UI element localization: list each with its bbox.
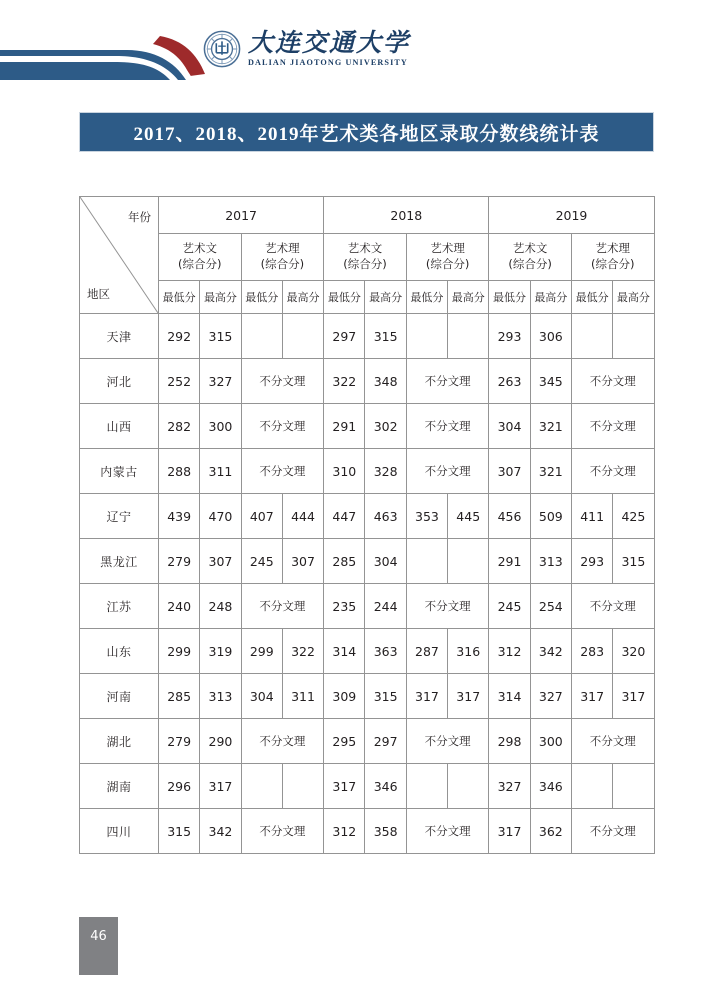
subject-header-2018-wen: [324, 234, 407, 281]
score-cell: 313: [200, 674, 241, 719]
score-cell: 312: [489, 629, 530, 674]
merged-note-cell: 不分文理: [241, 584, 324, 629]
subject-header-2018-li: [406, 234, 489, 281]
subject-note: (综合分): [425, 257, 470, 271]
subject-note: (综合分): [343, 257, 387, 271]
table-row: [80, 449, 655, 494]
score-cell: 328: [365, 449, 406, 494]
table-row: [80, 629, 655, 674]
empty-score-cell: [282, 764, 323, 809]
score-cell: 306: [530, 314, 571, 359]
table-header: [80, 197, 655, 314]
score-cell: 327: [530, 674, 571, 719]
score-cell: 317: [324, 764, 365, 809]
score-cell: 314: [324, 629, 365, 674]
score-cell: 245: [489, 584, 530, 629]
empty-score-cell: [406, 539, 447, 584]
university-seal-icon: [203, 30, 241, 68]
score-cell: 292: [159, 314, 200, 359]
merged-note-cell: 不分文理: [571, 809, 654, 854]
merged-note-cell: 不分文理: [241, 449, 324, 494]
empty-score-cell: [613, 764, 654, 809]
table-row: [80, 404, 655, 449]
score-cell: 358: [365, 809, 406, 854]
empty-score-cell: [448, 539, 489, 584]
merged-note-cell: 不分文理: [571, 449, 654, 494]
score-cell: 316: [448, 629, 489, 674]
logo-chinese-name: 大连交通大学: [248, 29, 411, 57]
merged-note-cell: 不分文理: [571, 719, 654, 764]
empty-score-cell: [241, 764, 282, 809]
score-table-container: [79, 196, 654, 854]
region-name-cell: 江苏: [80, 584, 159, 629]
score-cell: 263: [489, 359, 530, 404]
score-cell: 315: [200, 314, 241, 359]
region-name-cell: 天津: [80, 314, 159, 359]
page-number-badge: [79, 917, 118, 975]
header-row-years: [80, 197, 655, 234]
score-type-max: 最高分: [365, 281, 406, 314]
merged-note-cell: 不分文理: [241, 809, 324, 854]
score-cell: 327: [200, 359, 241, 404]
score-cell: 291: [489, 539, 530, 584]
score-cell: 285: [159, 674, 200, 719]
score-cell: 309: [324, 674, 365, 719]
empty-score-cell: [406, 314, 447, 359]
score-cell: 283: [571, 629, 612, 674]
subject-name: 艺术文: [347, 241, 383, 256]
score-cell: 285: [324, 539, 365, 584]
region-name-cell: 河北: [80, 359, 159, 404]
header-row-score-types: [80, 281, 655, 314]
score-cell: 321: [530, 449, 571, 494]
score-cell: 444: [282, 494, 323, 539]
score-cell: 320: [613, 629, 654, 674]
score-cell: 317: [448, 674, 489, 719]
region-name-cell: 四川: [80, 809, 159, 854]
score-cell: 463: [365, 494, 406, 539]
subject-note: (综合分): [260, 257, 305, 271]
empty-score-cell: [613, 314, 654, 359]
score-cell: 293: [489, 314, 530, 359]
region-name-cell: 山西: [80, 404, 159, 449]
admission-score-table: [79, 196, 655, 854]
score-cell: 317: [489, 809, 530, 854]
table-row: [80, 494, 655, 539]
score-cell: 295: [324, 719, 365, 764]
score-cell: 407: [241, 494, 282, 539]
region-name-cell: 黑龙江: [80, 539, 159, 584]
score-cell: 322: [324, 359, 365, 404]
score-cell: 296: [159, 764, 200, 809]
score-cell: 314: [489, 674, 530, 719]
score-cell: 282: [159, 404, 200, 449]
score-cell: 279: [159, 539, 200, 584]
score-cell: 445: [448, 494, 489, 539]
score-cell: 447: [324, 494, 365, 539]
region-name-cell: 河南: [80, 674, 159, 719]
score-cell: 425: [613, 494, 654, 539]
table-row: [80, 764, 655, 809]
score-cell: 307: [282, 539, 323, 584]
subject-name: 艺术理: [265, 241, 300, 256]
subject-header-2019-wen: [489, 234, 572, 281]
year-header-2018: 2018: [324, 197, 489, 234]
page-number: 46: [90, 929, 107, 944]
score-cell: 288: [159, 449, 200, 494]
score-type-max: 最高分: [530, 281, 571, 314]
score-cell: 348: [365, 359, 406, 404]
score-cell: 304: [489, 404, 530, 449]
merged-note-cell: 不分文理: [571, 584, 654, 629]
university-logo: [203, 30, 410, 68]
empty-score-cell: [241, 314, 282, 359]
merged-note-cell: 不分文理: [406, 719, 489, 764]
score-cell: 439: [159, 494, 200, 539]
subject-name: 艺术文: [512, 241, 548, 256]
score-cell: 298: [489, 719, 530, 764]
score-cell: 287: [406, 629, 447, 674]
score-cell: 300: [200, 404, 241, 449]
score-cell: 293: [571, 539, 612, 584]
score-cell: 304: [241, 674, 282, 719]
score-type-min: 最低分: [571, 281, 612, 314]
empty-score-cell: [448, 764, 489, 809]
score-cell: 302: [365, 404, 406, 449]
score-cell: 327: [489, 764, 530, 809]
score-cell: 311: [282, 674, 323, 719]
score-type-min: 最低分: [159, 281, 200, 314]
merged-note-cell: 不分文理: [406, 404, 489, 449]
region-name-cell: 山东: [80, 629, 159, 674]
subject-header-2017-wen: [159, 234, 242, 281]
subject-note: (综合分): [178, 257, 222, 271]
score-cell: 317: [200, 764, 241, 809]
table-row: [80, 539, 655, 584]
blue-red-swoosh-icon: [0, 30, 215, 82]
score-cell: 345: [530, 359, 571, 404]
score-cell: 362: [530, 809, 571, 854]
score-cell: 254: [530, 584, 571, 629]
page-header: [0, 0, 710, 95]
score-cell: 311: [200, 449, 241, 494]
table-row: [80, 809, 655, 854]
score-cell: 300: [530, 719, 571, 764]
region-name-cell: 湖北: [80, 719, 159, 764]
score-cell: 297: [324, 314, 365, 359]
year-header-2017: 2017: [159, 197, 324, 234]
score-cell: 315: [365, 674, 406, 719]
score-cell: 411: [571, 494, 612, 539]
subject-header-2019-li: [571, 234, 654, 281]
header-row-subjects: [80, 234, 655, 281]
score-type-min: 最低分: [489, 281, 530, 314]
merged-note-cell: 不分文理: [406, 584, 489, 629]
score-cell: 346: [365, 764, 406, 809]
score-type-min: 最低分: [406, 281, 447, 314]
score-cell: 235: [324, 584, 365, 629]
merged-note-cell: 不分文理: [406, 359, 489, 404]
score-cell: 307: [489, 449, 530, 494]
score-cell: 315: [159, 809, 200, 854]
score-cell: 245: [241, 539, 282, 584]
merged-note-cell: 不分文理: [241, 359, 324, 404]
table-row: [80, 719, 655, 764]
score-cell: 248: [200, 584, 241, 629]
score-type-min: 最低分: [324, 281, 365, 314]
score-cell: 291: [324, 404, 365, 449]
corner-region-label: 地区: [87, 287, 110, 301]
subject-note: (综合分): [508, 257, 552, 271]
region-name-cell: 湖南: [80, 764, 159, 809]
empty-score-cell: [406, 764, 447, 809]
score-cell: 353: [406, 494, 447, 539]
score-cell: 279: [159, 719, 200, 764]
score-type-max: 最高分: [448, 281, 489, 314]
score-cell: 299: [159, 629, 200, 674]
subject-note: (综合分): [591, 257, 635, 271]
region-name-cell: 辽宁: [80, 494, 159, 539]
score-cell: 346: [530, 764, 571, 809]
logo-english-name: DALIAN JIAOTONG UNIVERSITY: [248, 58, 408, 68]
empty-score-cell: [448, 314, 489, 359]
empty-score-cell: [282, 314, 323, 359]
subject-name: 艺术理: [595, 241, 631, 256]
table-row: [80, 314, 655, 359]
score-type-max: 最高分: [282, 281, 323, 314]
score-cell: 297: [365, 719, 406, 764]
page-title: 2017、2018、2019年艺术类各地区录取分数线统计表: [133, 123, 600, 145]
score-cell: 240: [159, 584, 200, 629]
merged-note-cell: 不分文理: [241, 719, 324, 764]
merged-note-cell: 不分文理: [571, 404, 654, 449]
score-cell: 321: [530, 404, 571, 449]
score-cell: 342: [200, 809, 241, 854]
score-cell: 322: [282, 629, 323, 674]
score-cell: 315: [613, 539, 654, 584]
score-cell: 312: [324, 809, 365, 854]
score-cell: 456: [489, 494, 530, 539]
score-cell: 310: [324, 449, 365, 494]
score-type-max: 最高分: [200, 281, 241, 314]
score-cell: 509: [530, 494, 571, 539]
score-cell: 317: [406, 674, 447, 719]
score-cell: 319: [200, 629, 241, 674]
score-cell: 244: [365, 584, 406, 629]
score-cell: 252: [159, 359, 200, 404]
subject-header-2017-li: [241, 234, 324, 281]
empty-score-cell: [571, 764, 612, 809]
score-cell: 307: [200, 539, 241, 584]
subject-name: 艺术文: [182, 241, 218, 256]
score-cell: 342: [530, 629, 571, 674]
merged-note-cell: 不分文理: [571, 359, 654, 404]
score-cell: 315: [365, 314, 406, 359]
score-cell: 299: [241, 629, 282, 674]
score-cell: 317: [613, 674, 654, 719]
score-cell: 470: [200, 494, 241, 539]
score-cell: 317: [571, 674, 612, 719]
table-row: [80, 674, 655, 719]
corner-year-label: 年份: [128, 210, 151, 224]
table-row: [80, 584, 655, 629]
corner-header-cell: [80, 197, 159, 314]
score-type-min: 最低分: [241, 281, 282, 314]
empty-score-cell: [571, 314, 612, 359]
score-cell: 363: [365, 629, 406, 674]
score-cell: 313: [530, 539, 571, 584]
table-body: [80, 314, 655, 854]
merged-note-cell: 不分文理: [406, 809, 489, 854]
merged-note-cell: 不分文理: [406, 449, 489, 494]
merged-note-cell: 不分文理: [241, 404, 324, 449]
table-row: [80, 359, 655, 404]
region-name-cell: 内蒙古: [80, 449, 159, 494]
score-cell: 290: [200, 719, 241, 764]
year-header-2019: 2019: [489, 197, 654, 234]
score-type-max: 最高分: [613, 281, 654, 314]
score-cell: 304: [365, 539, 406, 584]
subject-name: 艺术理: [430, 241, 465, 256]
page-title-banner: [79, 112, 654, 152]
